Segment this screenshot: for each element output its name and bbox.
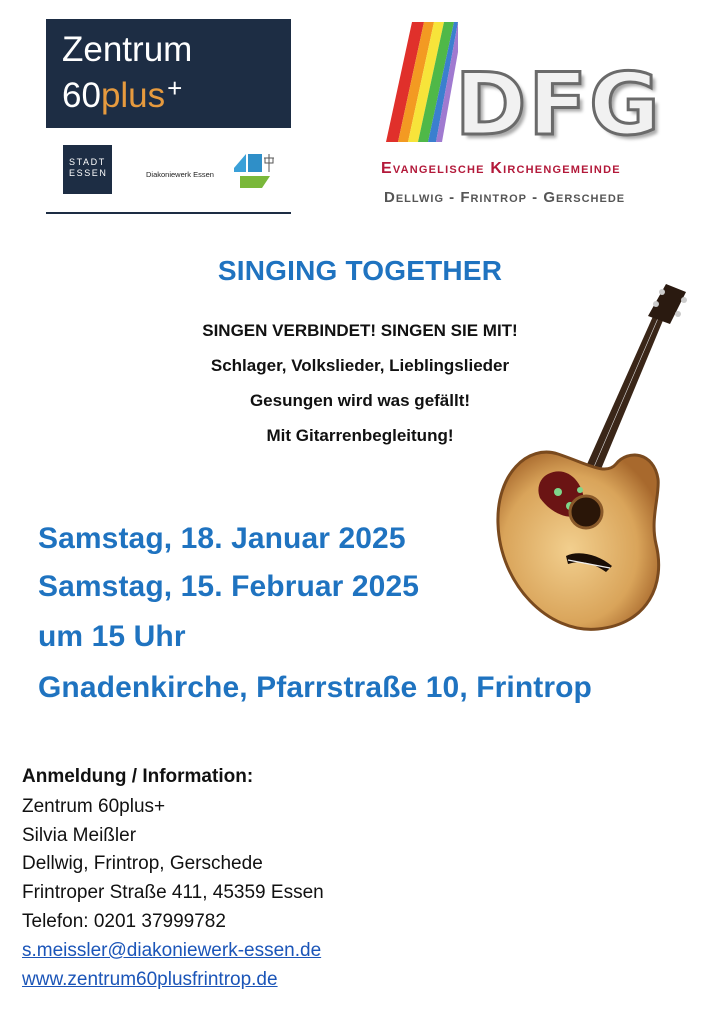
event-time: um 15 Uhr xyxy=(38,620,186,653)
stadt-essen-logo xyxy=(63,145,112,194)
event-date-1: Samstag, 18. Januar 2025 xyxy=(38,522,406,555)
contact-email-link[interactable]: s.meissler@diakoniewerk-essen.de xyxy=(22,940,322,961)
page-title: SINGING TOGETHER xyxy=(217,255,503,286)
stadt-logo-line2: ESSEN xyxy=(69,168,108,178)
diakoniewerk-logo-icon xyxy=(232,150,276,190)
contact-line-2: Silvia Meißler xyxy=(22,825,137,846)
dfg-church-name: Evangelische Kirchengemeinde xyxy=(381,160,621,177)
zentrum-logo-plus-word: plus xyxy=(100,76,166,115)
contact-heading: Anmeldung / Information: xyxy=(22,766,254,787)
dfg-places: Dellwig - Frintrop - Gerschede xyxy=(384,189,626,206)
contact-line-3: Dellwig, Frintrop, Gerschede xyxy=(22,853,263,874)
zentrum-logo-number: 60 xyxy=(62,76,101,115)
subtitle-line-2: Schlager, Volkslieder, Lieblingslieder xyxy=(210,356,510,375)
dfg-logo-letters: DFG xyxy=(455,55,662,155)
contact-website-link[interactable]: www.zentrum60plusfrintrop.de xyxy=(22,969,278,990)
contact-phone: Telefon: 0201 37999782 xyxy=(22,911,226,932)
stadt-logo-line1: STADT xyxy=(69,157,106,167)
dfg-rainbow-stripes-icon xyxy=(380,22,458,142)
logo-divider-line xyxy=(46,212,291,214)
event-location: Gnadenkirche, Pfarrstraße 10, Frintrop xyxy=(38,671,592,704)
subtitle-line-4: Mit Gitarrenbegleitung! xyxy=(266,426,454,445)
zentrum-logo-sup: + xyxy=(167,73,183,103)
contact-line-1: Zentrum 60plus+ xyxy=(22,796,166,817)
zentrum-logo-line1: Zentrum xyxy=(62,30,193,69)
subtitle-line-1: SINGEN VERBINDET! SINGEN SIE MIT! xyxy=(202,321,518,340)
subtitle-line-3: Gesungen wird was gefällt! xyxy=(249,391,471,410)
diakoniewerk-logo-text: Diakoniewerk Essen xyxy=(146,170,214,179)
zentrum-logo-line2 xyxy=(62,69,291,115)
zentrum-60plus-logo xyxy=(46,19,291,128)
event-date-2: Samstag, 15. Februar 2025 xyxy=(38,570,420,603)
contact-line-4: Frintroper Straße 411, 45359 Essen xyxy=(22,882,324,903)
guitar-icon xyxy=(488,284,698,654)
